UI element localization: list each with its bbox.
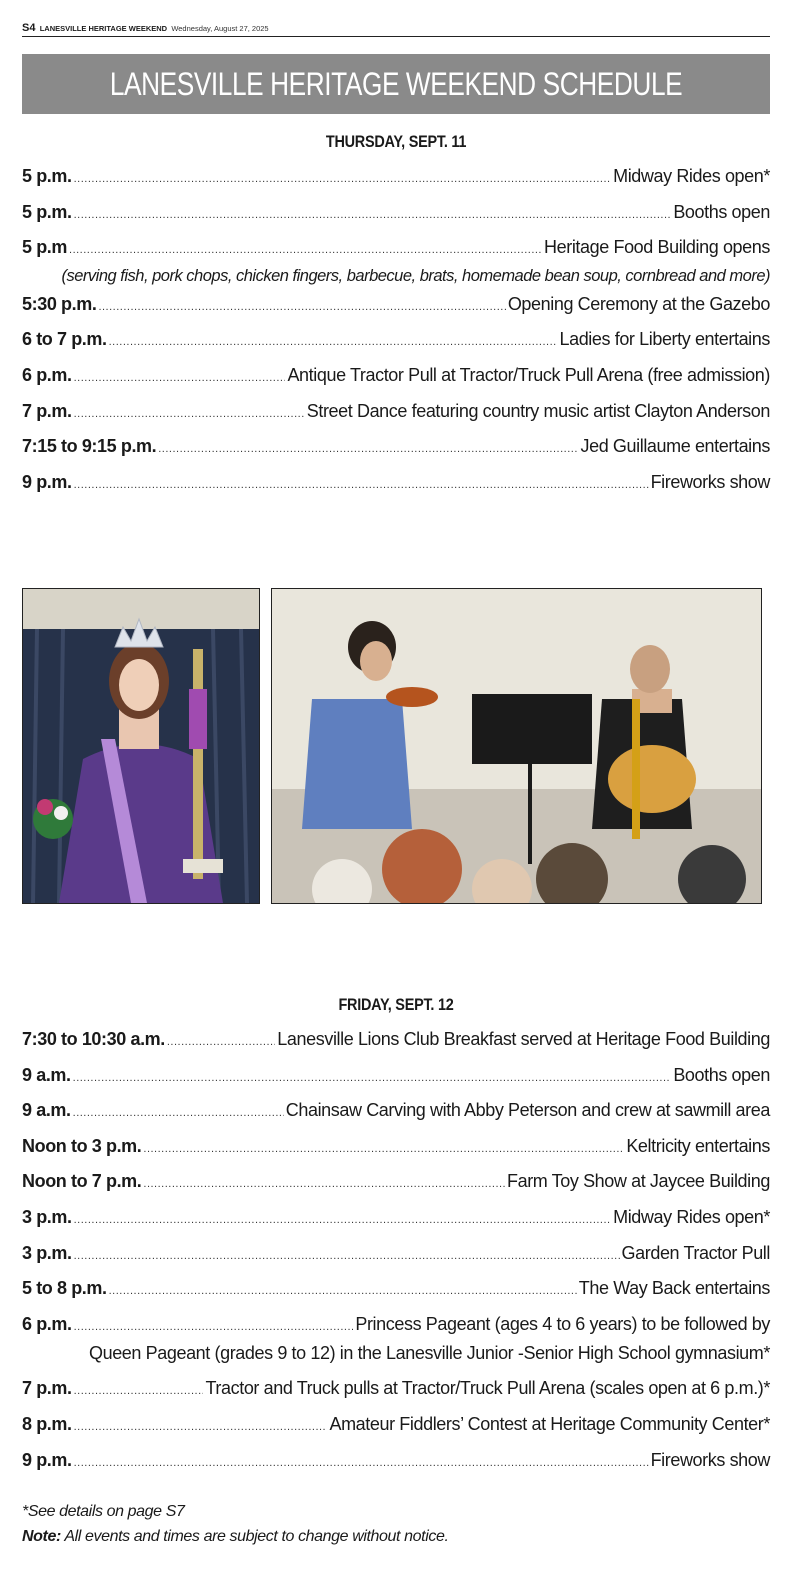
event-description: Amateur Fiddlers’ Contest at Heritage Community Center*: [329, 1413, 770, 1434]
schedule-row: [22, 401, 770, 437]
leader-dots: [74, 1421, 328, 1433]
leader-dots: [69, 244, 542, 256]
schedule-row: [22, 329, 770, 365]
event-description: Booths open: [673, 1064, 770, 1085]
leader-dots: [109, 1285, 577, 1297]
schedule-row: [22, 1450, 770, 1486]
thursday-schedule: [22, 166, 770, 507]
event-description: Midway Rides open*: [613, 166, 770, 186]
leader-dots: [74, 1457, 649, 1469]
publication-date: Wednesday, August 27, 2025: [171, 24, 269, 33]
event-time: 7 p.m.: [22, 400, 72, 421]
schedule-row: [22, 436, 770, 472]
note-label: Note:: [22, 1528, 61, 1545]
pageant-queen-illustration: [23, 589, 259, 903]
event-description: Heritage Food Building opens: [544, 237, 770, 258]
event-time: 3 p.m.: [22, 1206, 72, 1227]
friday-heading: FRIDAY, SEPT. 12: [338, 995, 454, 1014]
event-time: 8 p.m.: [22, 1413, 72, 1434]
event-note: (serving fish, pork chops, chicken fingers, barbecue, brats, homemade bean soup, cornbread and more): [61, 266, 770, 285]
event-time: 3 p.m.: [22, 1242, 72, 1263]
event-time: 5 p.m: [22, 237, 68, 258]
event-description: Keltricity entertains: [626, 1135, 770, 1156]
schedule-row: [22, 294, 770, 330]
event-time: 9 a.m.: [22, 1100, 71, 1121]
leader-dots: [143, 1178, 505, 1190]
event-description: Midway Rides open*: [613, 1206, 770, 1227]
page-number: S4: [22, 22, 36, 34]
leader-dots: [74, 408, 305, 420]
event-time: 6 p.m.: [22, 1313, 72, 1334]
event-time: 7:15 to 9:15 p.m.: [22, 436, 157, 457]
event-time: 9 p.m.: [22, 471, 72, 492]
event-time: 9 a.m.: [22, 1064, 71, 1085]
musicians-photo: [271, 588, 762, 904]
banner-title: LANESVILLE HERITAGE WEEKEND SCHEDULE: [109, 65, 683, 102]
event-time: Noon to 3 p.m.: [22, 1135, 142, 1156]
leader-dots: [73, 1107, 284, 1119]
see-details-footnote: *See details on page S7: [22, 1503, 185, 1520]
schedule-banner: [22, 54, 770, 114]
schedule-row: [22, 365, 770, 401]
schedule-row: [22, 1171, 770, 1207]
event-description: Garden Tractor Pull: [621, 1242, 770, 1263]
event-time: 7:30 to 10:30 a.m.: [22, 1029, 165, 1049]
event-description: Fireworks show: [650, 471, 770, 492]
leader-dots: [74, 209, 672, 221]
event-time: 5:30 p.m.: [22, 293, 97, 314]
schedule-row: [22, 1136, 770, 1172]
schedule-row: [22, 166, 770, 202]
event-description: Jed Guillaume entertains: [580, 436, 770, 457]
leader-dots: [167, 1036, 275, 1048]
event-time: 5 to 8 p.m.: [22, 1278, 107, 1299]
schedule-row: [22, 1100, 770, 1136]
event-description: The Way Back entertains: [578, 1278, 770, 1299]
event-description: Lanesville Lions Club Breakfast served at Heritage Food Building: [277, 1029, 770, 1049]
event-continuation: Queen Pageant (grades 9 to 12) in the Lanesville Junior -Senior High School gymnasium*: [88, 1343, 770, 1364]
event-description: Tractor and Truck pulls at Tractor/Truck Pull Arena (scales open at 6 p.m.)*: [205, 1378, 770, 1399]
leader-dots: [74, 1321, 354, 1333]
publication-name: LANESVILLE HERITAGE WEEKEND: [39, 24, 168, 33]
event-time: 9 p.m.: [22, 1449, 72, 1470]
leader-dots: [109, 336, 558, 348]
leader-dots: [74, 372, 286, 384]
leader-dots: [74, 479, 649, 491]
leader-dots: [74, 1214, 611, 1226]
event-time: 5 p.m.: [22, 166, 72, 186]
schedule-row: [22, 1378, 770, 1414]
thursday-heading: THURSDAY, SEPT. 11: [325, 132, 467, 151]
event-time: Noon to 7 p.m.: [22, 1171, 142, 1192]
leader-dots: [73, 1072, 672, 1084]
event-time: 6 p.m.: [22, 364, 72, 385]
event-description: Opening Ceremony at the Gazebo: [507, 293, 770, 314]
event-description: Booths open: [673, 201, 770, 222]
pageant-queen-photo: [22, 588, 260, 904]
note-footnote: [22, 1528, 770, 1546]
event-time: 6 to 7 p.m.: [22, 329, 107, 350]
schedule-row: [22, 1029, 770, 1065]
leader-dots: [74, 173, 611, 185]
event-description: Ladies for Liberty entertains: [559, 329, 770, 350]
friday-schedule: [22, 1029, 770, 1485]
schedule-row: [22, 202, 770, 238]
event-description: Farm Toy Show at Jaycee Building: [506, 1171, 770, 1192]
musicians-illustration: [272, 589, 761, 903]
event-time: 7 p.m.: [22, 1378, 72, 1399]
event-description: Street Dance featuring country music artist Clayton Anderson: [306, 400, 770, 421]
page-header: [22, 22, 770, 37]
event-time: 5 p.m.: [22, 201, 72, 222]
leader-dots: [143, 1143, 624, 1155]
event-description: Antique Tractor Pull at Tractor/Truck Pull Arena (free admission): [287, 364, 770, 385]
schedule-row: [22, 1243, 770, 1279]
leader-dots: [74, 1250, 620, 1262]
leader-dots: [158, 443, 578, 455]
event-description: Princess Pageant (ages 4 to 6 years) to be followed by: [355, 1313, 770, 1334]
leader-dots: [98, 301, 505, 313]
leader-dots: [74, 1385, 204, 1397]
schedule-row: [22, 1065, 770, 1101]
event-description: Fireworks show: [650, 1449, 770, 1470]
schedule-row: [22, 1414, 770, 1450]
schedule-row: [22, 472, 770, 508]
note-text: All events and times are subject to change without notice.: [60, 1528, 449, 1545]
event-description: Chainsaw Carving with Abby Peterson and crew at sawmill area: [285, 1100, 770, 1121]
schedule-row: [22, 1207, 770, 1243]
schedule-row: [22, 1278, 770, 1314]
